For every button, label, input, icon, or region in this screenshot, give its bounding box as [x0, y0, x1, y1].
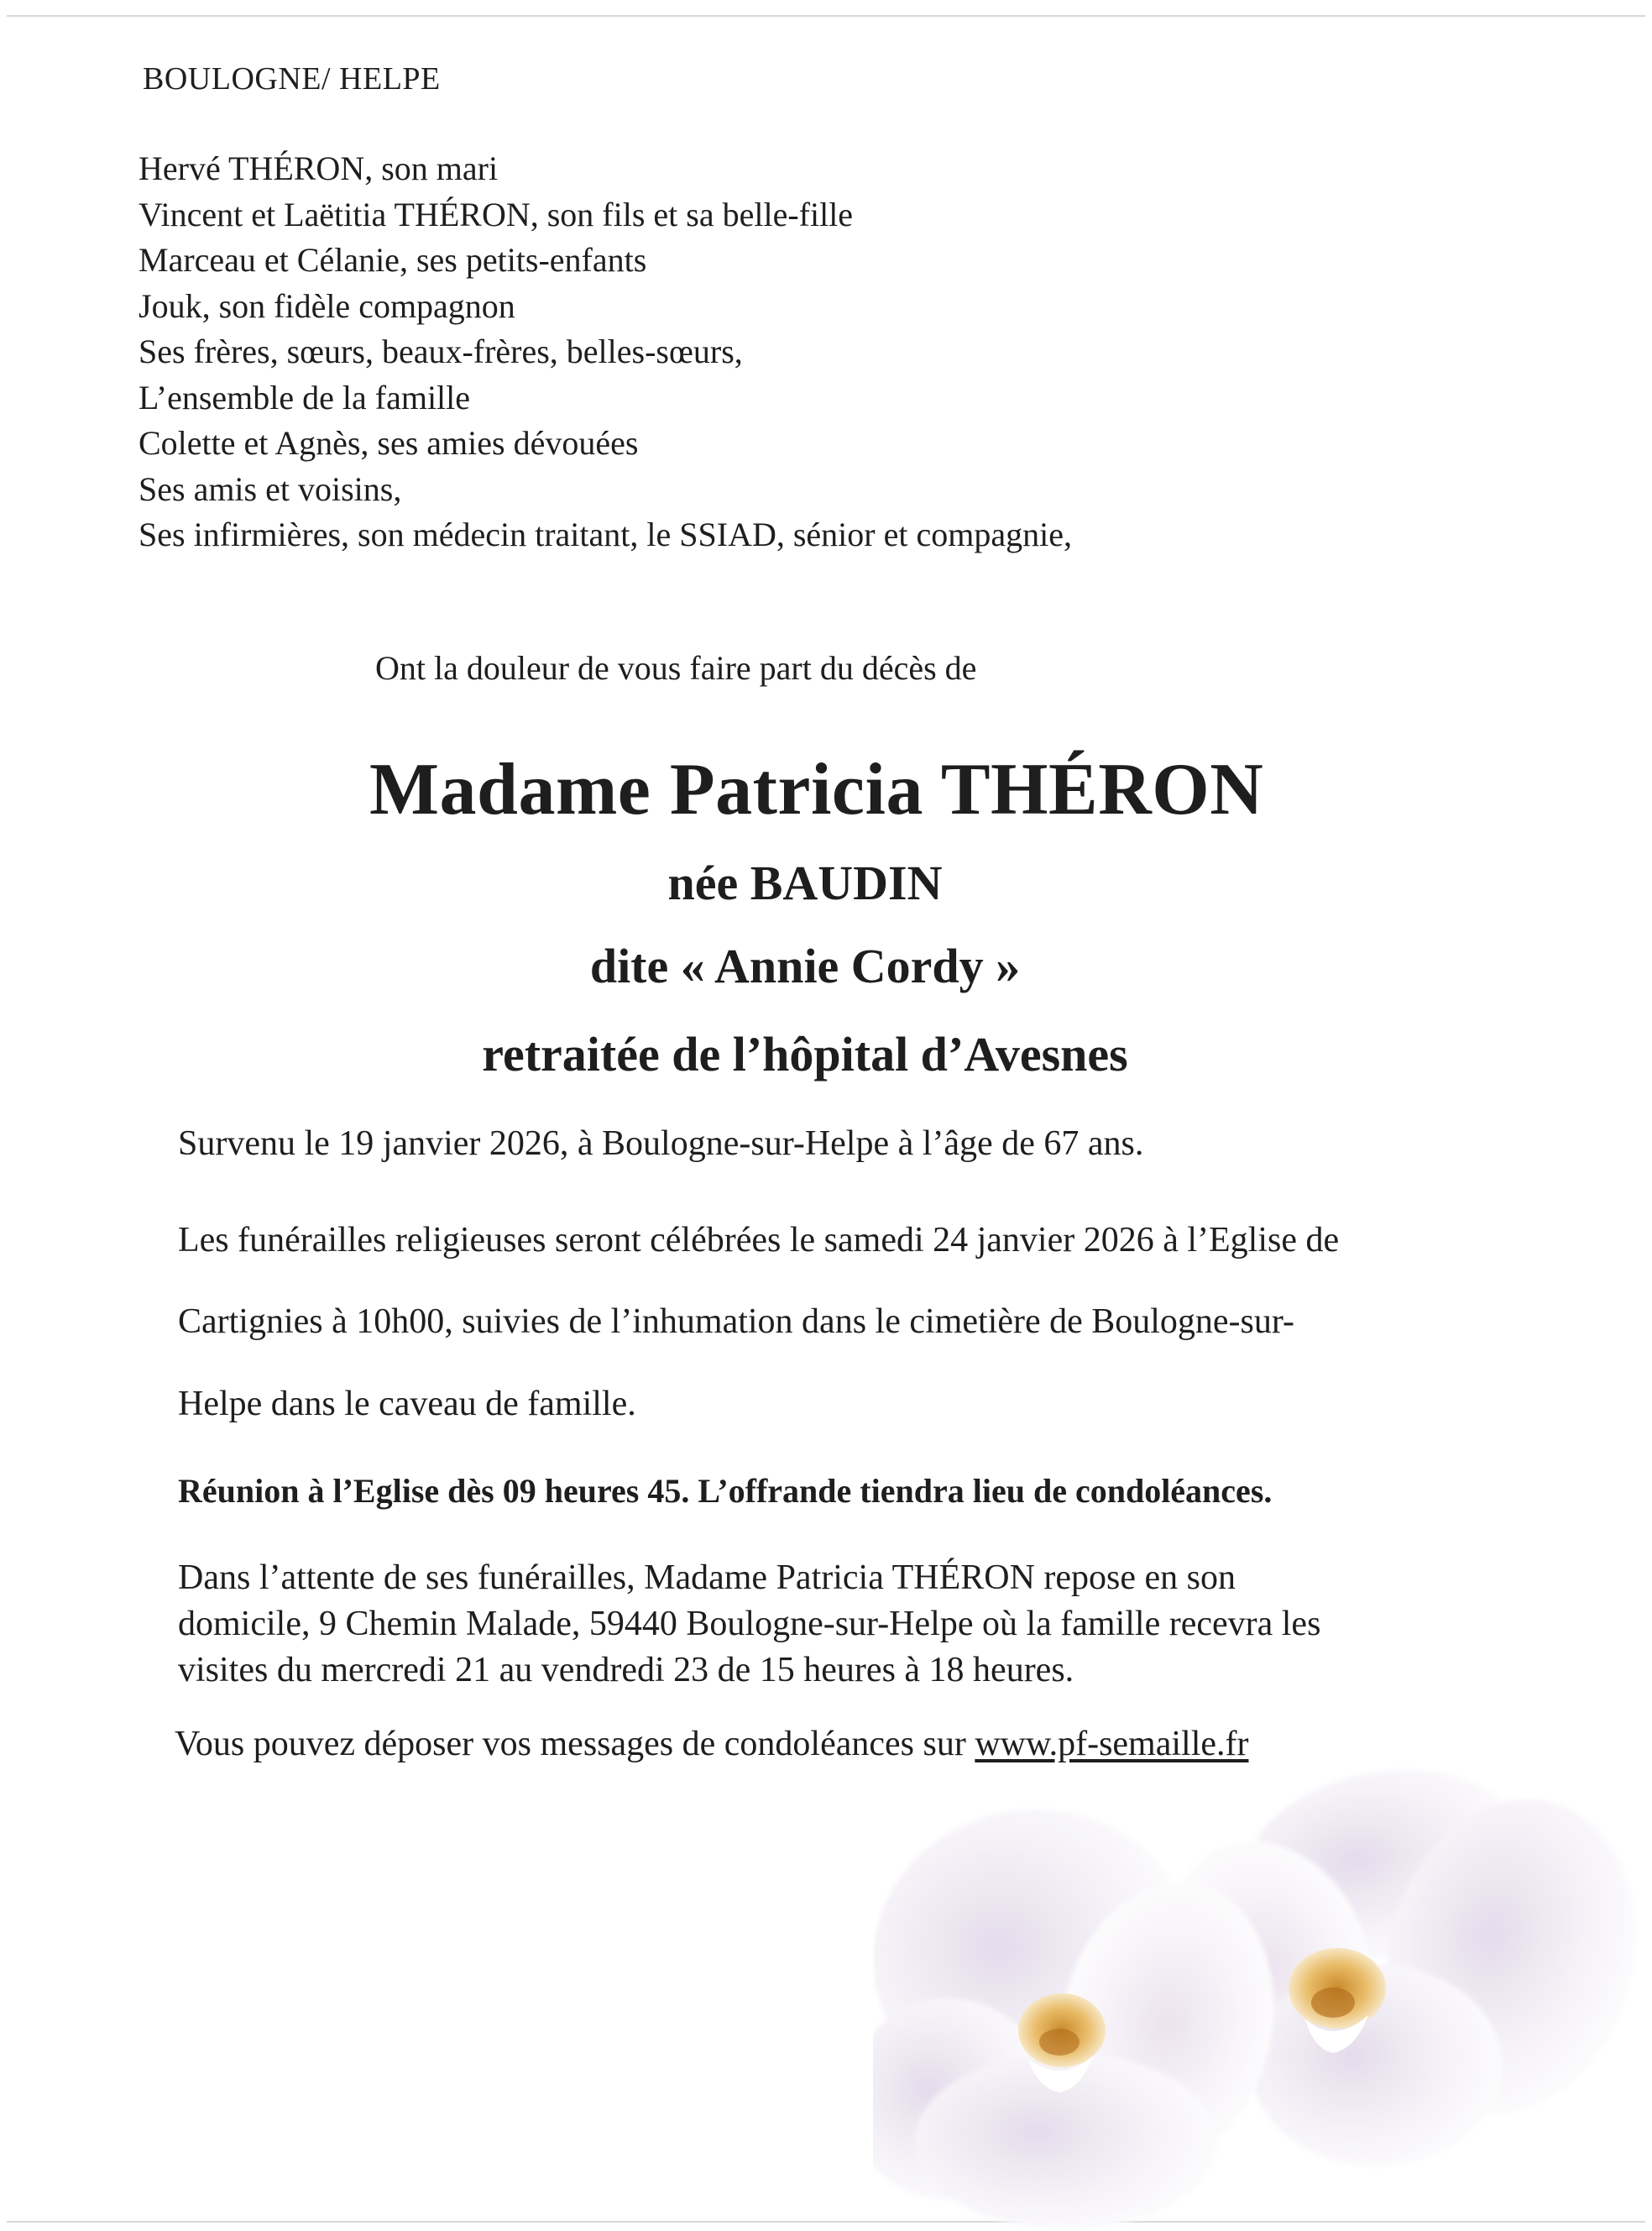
family-line: Jouk, son fidèle compagnon [139, 286, 515, 325]
maiden-name: née BAUDIN [667, 856, 943, 910]
family-line: Vincent et Laëtitia THÉRON, son fils et sa belle-fille [139, 195, 854, 233]
family-line: Ses infirmières, son médecin traitant, le SSIAD, sénior et compagnie, [139, 516, 1072, 553]
church-meeting-notice: Réunion à l’Eglise dès 09 heures 45. L’offrande tiendra lieu de condoléances. [178, 1472, 1273, 1510]
family-line: Colette et Agnès, ses amies dévouées [139, 424, 639, 462]
funeral-line: Cartignies à 10h00, suivies de l’inhumation dans le cimetière de Boulogne-sur- [178, 1302, 1295, 1341]
family-line: L’ensemble de la famille [139, 378, 471, 416]
condolences-link[interactable]: www.pf-semaille.fr [975, 1725, 1249, 1763]
family-line: Ses frères, sœurs, beaux-frères, belles-sœurs, [139, 333, 743, 370]
funeral-line: Helpe dans le caveau de famille. [178, 1385, 636, 1423]
deceased-name: Madame Patricia THÉRON [369, 749, 1264, 830]
wake-details [178, 1555, 1538, 1694]
funeral-line: Les funérailles religieuses seront célébrées le samedi 24 janvier 2026 à l’Eglise de [178, 1221, 1340, 1260]
location-header: BOULOGNE/ HELPE [143, 61, 441, 97]
announcement-intro: Ont la douleur de vous faire part du décès de [375, 649, 977, 687]
occupation: retraitée de l’hôpital d’Avesnes [482, 1027, 1128, 1081]
nickname: dite « Annie Cordy » [589, 939, 1021, 993]
family-line: Ses amis et voisins, [139, 469, 402, 508]
death-details: Survenu le 19 janvier 2026, à Boulogne-sur-Helpe à l’âge de 67 ans. [178, 1124, 1144, 1163]
orchid-flowers-image [873, 1747, 1645, 2231]
condolences-text: Vous pouvez déposer vos messages de condoléances sur [175, 1725, 975, 1763]
family-line: Hervé THÉRON, son mari [139, 149, 499, 187]
wake-line: domicile, 9 Chemin Malade, 59440 Boulogne-sur-Helpe où la famille recevra les [178, 1605, 1321, 1643]
family-line: Marceau et Célanie, ses petits-enfants [139, 241, 647, 279]
wake-line: visites du mercredi 21 au vendredi 23 de 15 heures à 18 heures. [178, 1651, 1074, 1689]
family-list [139, 146, 1072, 558]
wake-line: Dans l’attente de ses funérailles, Madame Patricia THÉRON repose en son [178, 1558, 1236, 1597]
